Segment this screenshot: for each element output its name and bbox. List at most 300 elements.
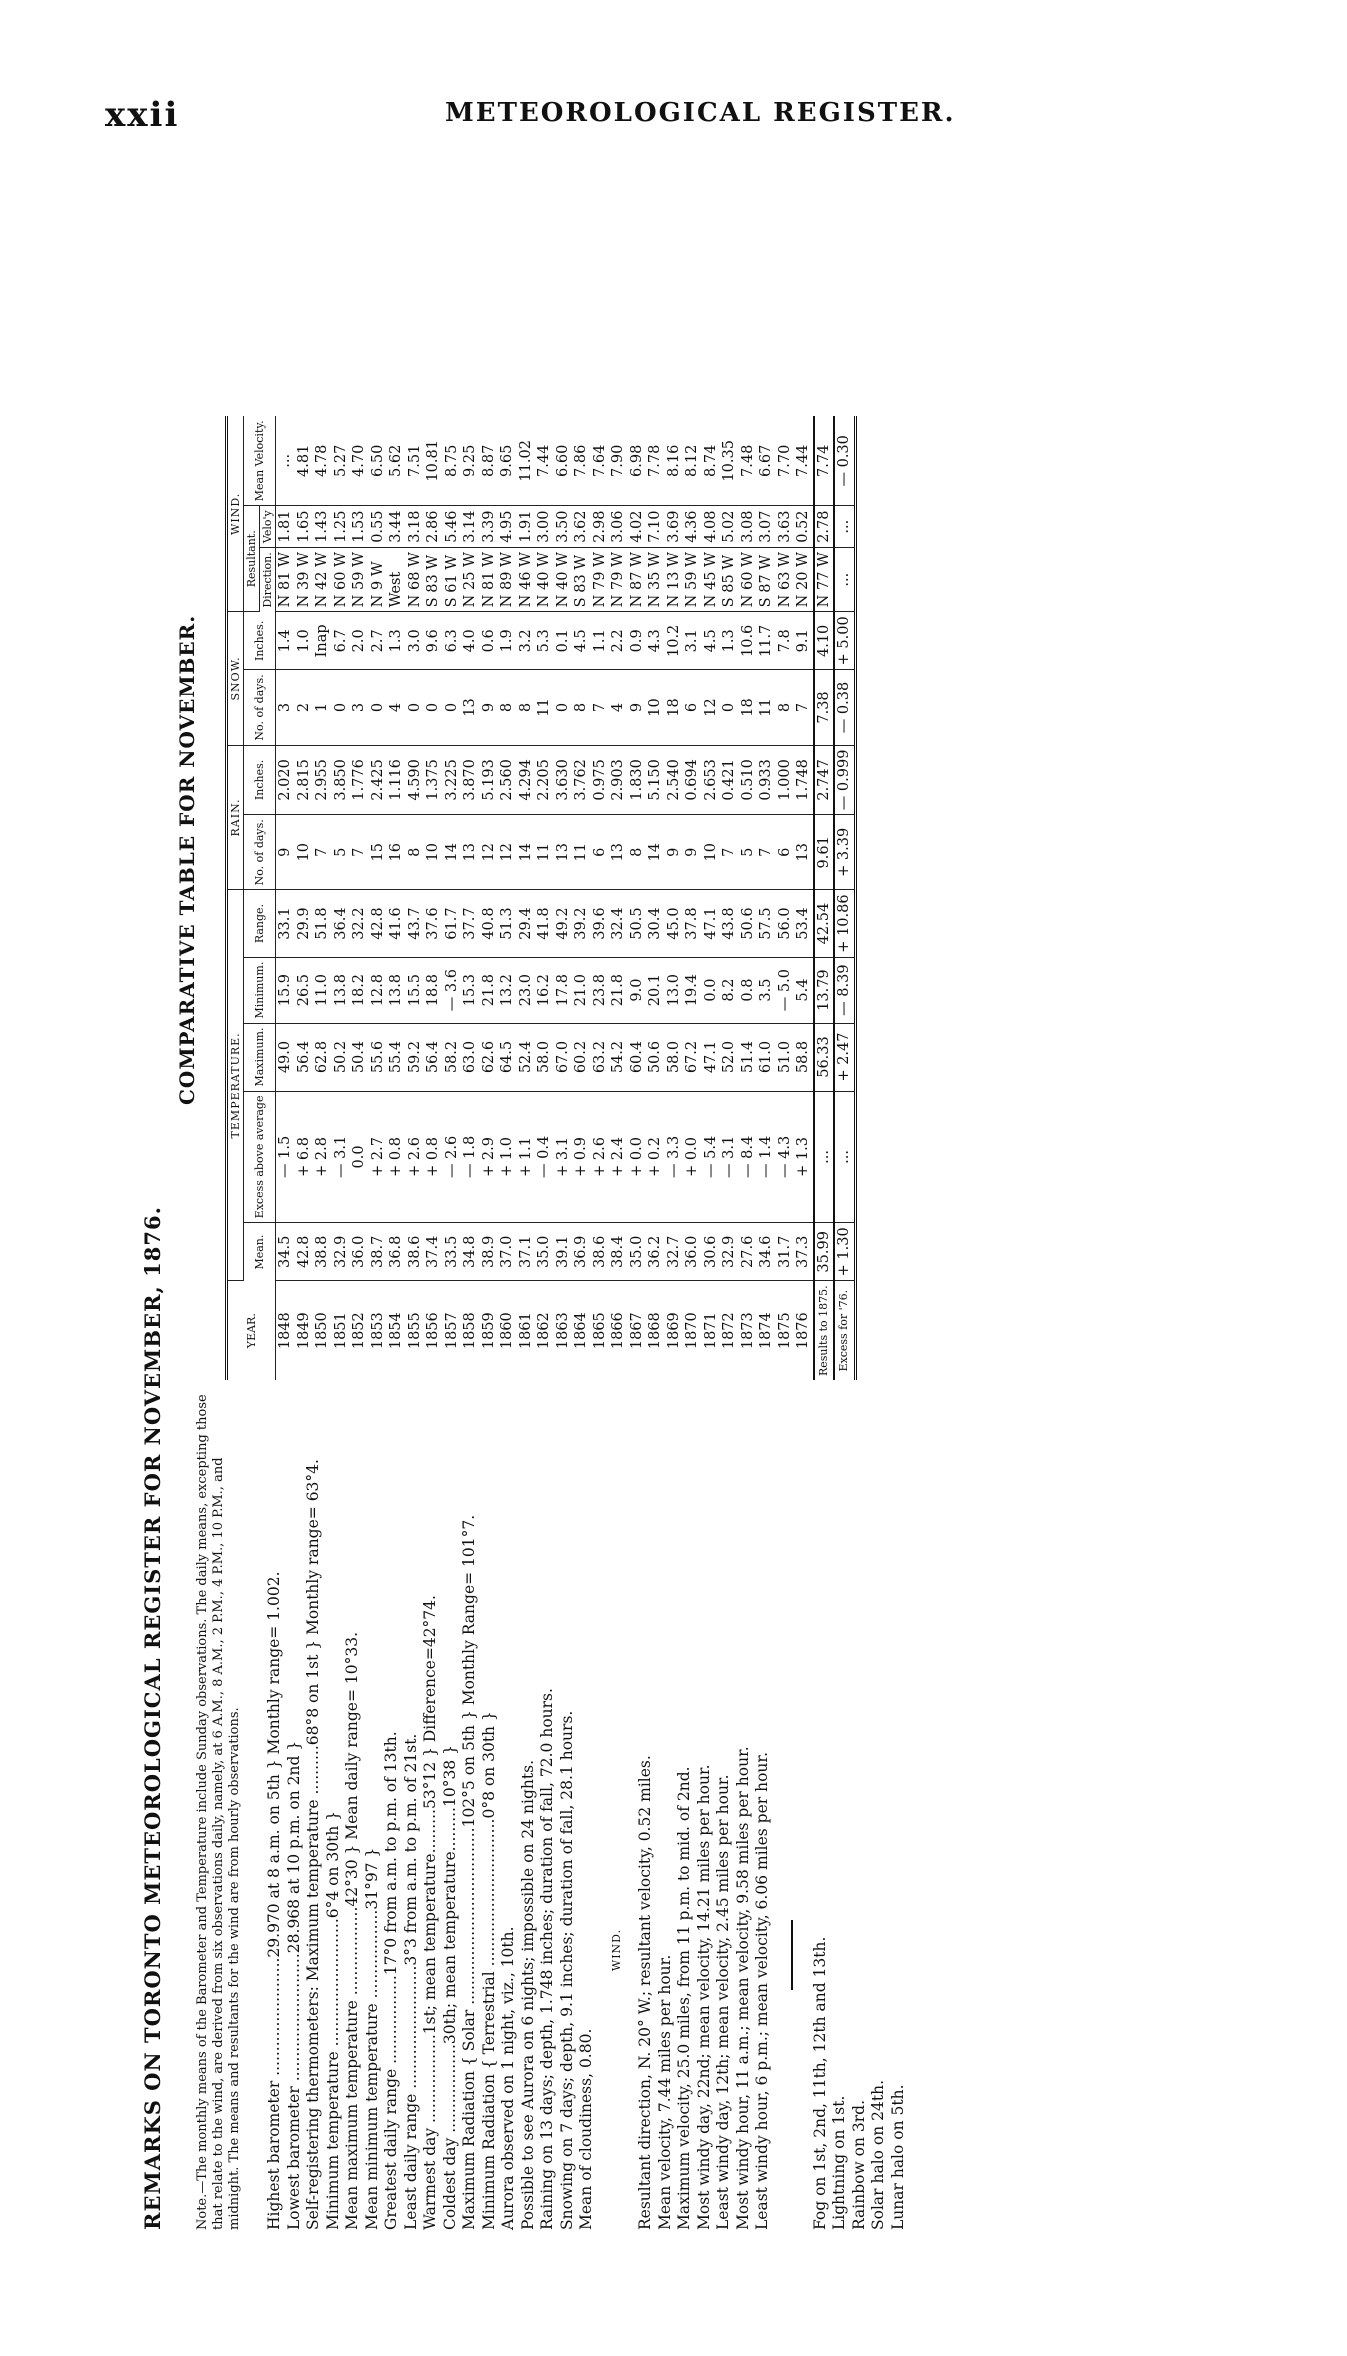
cell-range: 57.5 <box>757 890 776 957</box>
misc-line: Fog on 1st, 2nd, 11th, 12th and 13th. <box>810 1936 829 2230</box>
cell-minimum: 11.0 <box>313 957 332 1023</box>
cell-range: 33.1 <box>276 890 295 957</box>
cell-minimum: 23.0 <box>517 957 536 1023</box>
cell-range: 37.6 <box>424 890 443 957</box>
cell-mean: 42.8 <box>295 1223 314 1281</box>
cell-mean-velocity: — 0.30 <box>834 416 855 505</box>
cell-mean: 38.9 <box>480 1223 499 1281</box>
col-rain-inches: Inches. <box>244 745 276 815</box>
cell-snow-inches: 1.9 <box>498 612 517 670</box>
remark-line: Maximum Radiation { Solar ....................................102°5 on 5th } Monthly Range= 101°7. <box>460 1514 478 2230</box>
cell-snow-days: 8 <box>776 670 795 745</box>
cell-minimum: 21.0 <box>572 957 591 1023</box>
cell-rain-days: 7 <box>720 815 739 890</box>
cell-rain-inches: 3.762 <box>572 745 591 815</box>
cell-minimum: 12.8 <box>369 957 388 1023</box>
cell-wind-velocity: 7.10 <box>646 506 665 548</box>
cell-mean-velocity: 7.74 <box>814 416 835 505</box>
group-rain: RAIN. <box>227 745 244 890</box>
row-label: Excess for '76. <box>834 1281 855 1380</box>
cell-maximum: 63.2 <box>591 1023 610 1091</box>
cell-year: 1874 <box>758 1312 774 1350</box>
cell-snow-inches: 4.3 <box>646 612 665 670</box>
cell-year: 1862 <box>536 1312 552 1350</box>
cell-wind-velocity: 2.78 <box>814 506 835 548</box>
cell-year: 1852 <box>351 1312 367 1350</box>
cell-rain-inches: 2.903 <box>609 745 628 815</box>
cell-range: 40.8 <box>480 890 499 957</box>
cell-rain-days: 7 <box>350 815 369 890</box>
cell-range: 29.4 <box>517 890 536 957</box>
col-snow-days: No. of days. <box>244 670 276 745</box>
cell-snow-days: 18 <box>739 670 758 745</box>
cell-maximum: 50.2 <box>332 1023 351 1091</box>
cell-range: 32.2 <box>350 890 369 957</box>
cell-mean-velocity: 7.90 <box>609 416 628 505</box>
cell-rain-days: 10 <box>424 815 443 890</box>
cell-snow-inches: 0.6 <box>480 612 499 670</box>
cell-range: 32.4 <box>609 890 628 957</box>
cell-mean: 36.0 <box>350 1223 369 1281</box>
cell-wind-direction: N 77 W <box>814 548 835 612</box>
cell-rain-inches: 1.116 <box>387 745 406 815</box>
cell-snow-days: 13 <box>461 670 480 745</box>
running-head: METEOROLOGICAL REGISTER. <box>445 98 956 128</box>
cell-minimum: 0.8 <box>739 957 758 1023</box>
cell-minimum: 13.79 <box>814 957 835 1023</box>
cell-rain-days: 7 <box>313 815 332 890</box>
cell-minimum: 23.8 <box>591 957 610 1023</box>
cell-snow-days: 0 <box>406 670 425 745</box>
cell-snow-days: 3 <box>350 670 369 745</box>
cell-wind-velocity: 5.46 <box>443 506 462 548</box>
cell-rain-inches: 2.205 <box>535 745 554 815</box>
cell-minimum: 17.8 <box>554 957 573 1023</box>
cell-excess: — 3.1 <box>720 1091 739 1223</box>
cell-rain-days: 14 <box>517 815 536 890</box>
cell-minimum: 16.2 <box>535 957 554 1023</box>
cell-snow-inches: 5.3 <box>535 612 554 670</box>
col-rain-days: No. of days. <box>244 815 276 890</box>
col-minimum: Minimum. <box>244 957 276 1023</box>
excess-row <box>834 416 855 1380</box>
table-row <box>313 416 332 1380</box>
cell-excess: — 0.4 <box>535 1091 554 1223</box>
remark-line: Snowing on 7 days; depth, 9.1 inches; duration of fall, 28.1 hours. <box>557 1710 576 2230</box>
cell-maximum: 58.2 <box>443 1023 462 1091</box>
cell-rain-days: 16 <box>387 815 406 890</box>
cell-mean: 37.1 <box>517 1223 536 1281</box>
remark-line: Least daily range .........................3°3 from a.m. to p.m. of 21st. <box>401 1733 420 2230</box>
cell-snow-days: — 0.38 <box>834 670 855 745</box>
cell-snow-days: 9 <box>628 670 647 745</box>
cell-year: 1864 <box>573 1312 589 1350</box>
cell-range: 51.3 <box>498 890 517 957</box>
cell-maximum: 62.8 <box>313 1023 332 1091</box>
cell-maximum: 64.5 <box>498 1023 517 1091</box>
cell-excess: — 5.4 <box>702 1091 721 1223</box>
cell-wind-velocity: 1.91 <box>517 506 536 548</box>
table-row <box>757 416 776 1380</box>
cell-snow-inches: 1.0 <box>295 612 314 670</box>
cell-wind-velocity: 3.00 <box>535 506 554 548</box>
cell-wind-velocity: 3.08 <box>739 506 758 548</box>
cell-mean: 39.1 <box>554 1223 573 1281</box>
cell-wind-direction: S 61 W <box>443 548 462 612</box>
cell-maximum: 61.0 <box>757 1023 776 1091</box>
cell-minimum: 20.1 <box>646 957 665 1023</box>
cell-year: 1872 <box>721 1312 737 1350</box>
cell-wind-direction: S 83 W <box>424 548 443 612</box>
col-direction: Direction. <box>260 548 276 612</box>
cell-maximum: 55.4 <box>387 1023 406 1091</box>
rotated-page-body <box>140 170 1240 2230</box>
cell-rain-days: 6 <box>591 815 610 890</box>
cell-minimum: 5.4 <box>794 957 814 1023</box>
cell-wind-direction: N 68 W <box>406 548 425 612</box>
cell-rain-days: 9.61 <box>814 815 835 890</box>
cell-mean-velocity: 7.44 <box>535 416 554 505</box>
cell-excess: — 3.1 <box>332 1091 351 1223</box>
group-wind: WIND. <box>227 416 244 611</box>
cell-snow-inches: 9.1 <box>794 612 814 670</box>
cell-snow-days: 2 <box>295 670 314 745</box>
cell-minimum: 3.5 <box>757 957 776 1023</box>
cell-snow-days: 18 <box>665 670 684 745</box>
col-snow-inches: Inches. <box>244 612 276 670</box>
cell-range: 50.6 <box>739 890 758 957</box>
cell-snow-inches: 9.6 <box>424 612 443 670</box>
cell-snow-inches: + 5.00 <box>834 612 855 670</box>
cell-year: 1861 <box>517 1312 534 1350</box>
cell-maximum: 51.4 <box>739 1023 758 1091</box>
cell-minimum: — 3.6 <box>443 957 462 1023</box>
wind-line: Mean velocity, 7.44 miles per hour. <box>655 1954 674 2230</box>
cell-year: 1849 <box>295 1312 312 1350</box>
cell-mean: 37.0 <box>498 1223 517 1281</box>
cell-mean: 35.99 <box>814 1223 835 1281</box>
table-row <box>554 416 573 1380</box>
cell-excess: + 1.0 <box>498 1091 517 1223</box>
cell-year: 1875 <box>776 1312 793 1350</box>
row-label: Results to 1875. <box>814 1281 835 1380</box>
cell-mean-velocity: 6.67 <box>757 416 776 505</box>
remark-line: Lowest barometer ..........................28.968 at 10 p.m. on 2nd } <box>284 1740 303 2230</box>
misc-line: Rainbow on 3rd. <box>849 2099 868 2230</box>
cell-snow-days: 4 <box>387 670 406 745</box>
cell-wind-velocity: 3.62 <box>572 506 591 548</box>
cell-snow-days: 7 <box>794 670 814 745</box>
cell-snow-inches: 6.7 <box>332 612 351 670</box>
cell-minimum: 15.9 <box>276 957 295 1023</box>
cell-range: 43.8 <box>720 890 739 957</box>
cell-rain-days: 8 <box>628 815 647 890</box>
cell-year: 1859 <box>480 1312 497 1350</box>
cell-minimum: 15.3 <box>461 957 480 1023</box>
cell-rain-days: 5 <box>332 815 351 890</box>
table-row <box>535 416 554 1380</box>
table-title: COMPARATIVE TABLE FOR NOVEMBER. <box>175 614 199 1105</box>
cell-snow-days: 7.38 <box>814 670 835 745</box>
cell-maximum: 59.2 <box>406 1023 425 1091</box>
cell-year: 1850 <box>314 1312 330 1350</box>
page-number: xxii <box>105 95 180 135</box>
wind-line: Least windy day, 12th; mean velocity, 2.45 miles per hour. <box>714 1774 732 2230</box>
cell-wind-direction: N 60 W <box>739 548 758 612</box>
cell-rain-inches: 5.193 <box>480 745 499 815</box>
table-row <box>794 416 814 1380</box>
cell-wind-velocity: 3.63 <box>776 506 795 548</box>
cell-wind-velocity: 4.08 <box>702 506 721 548</box>
cell-range: 37.7 <box>461 890 480 957</box>
cell-year: 1869 <box>665 1312 682 1350</box>
cell-wind-direction: N 35 W <box>646 548 665 612</box>
cell-excess: — 2.6 <box>443 1091 462 1223</box>
cell-year: 1876 <box>795 1312 811 1350</box>
cell-mean-velocity: 7.78 <box>646 416 665 505</box>
cell-excess: — 1.4 <box>757 1091 776 1223</box>
cell-mean: 38.4 <box>609 1223 628 1281</box>
cell-mean-velocity: 6.60 <box>554 416 573 505</box>
cell-mean-velocity: 5.27 <box>332 416 351 505</box>
remark-line: Possible to see Aurora on 6 nights; impossible on 24 nights. <box>518 1760 537 2230</box>
remark-line: Greatest daily range ..................17°0 from a.m. to p.m. of 13th. <box>382 1731 400 2230</box>
cell-rain-inches: 2.560 <box>498 745 517 815</box>
cell-wind-direction: N 63 W <box>776 548 795 612</box>
cell-wind-velocity: 3.44 <box>387 506 406 548</box>
cell-rain-inches: 3.630 <box>554 745 573 815</box>
cell-rain-inches: 2.653 <box>702 745 721 815</box>
cell-wind-direction: N 25 W <box>461 548 480 612</box>
cell-mean-velocity: 7.44 <box>794 416 814 505</box>
cell-wind-direction: N 20 W <box>794 548 814 612</box>
cell-rain-days: 10 <box>702 815 721 890</box>
cell-excess: + 0.0 <box>628 1091 647 1223</box>
cell-excess: ... <box>814 1091 835 1223</box>
remark-line: Warmest day ..................1st; mean temperature.........53°12 } Difference=42°74. <box>421 1595 439 2230</box>
cell-rain-inches: 2.540 <box>665 745 684 815</box>
cell-wind-direction: S 85 W <box>720 548 739 612</box>
table-row <box>591 416 610 1380</box>
cell-snow-inches: 1.3 <box>387 612 406 670</box>
cell-snow-days: 8 <box>498 670 517 745</box>
table-row <box>683 416 702 1380</box>
cell-excess: + 2.4 <box>609 1091 628 1223</box>
cell-maximum: + 2.47 <box>834 1023 855 1091</box>
cell-minimum: 8.2 <box>720 957 739 1023</box>
table-row <box>424 416 443 1380</box>
cell-year: 1870 <box>684 1312 700 1350</box>
cell-rain-days: 9 <box>276 815 295 890</box>
cell-wind-velocity: 1.65 <box>295 506 314 548</box>
remark-line: Aurora observed on 1 night, viz., 10th. <box>499 1926 517 2230</box>
cell-wind-direction: N 60 W <box>332 548 351 612</box>
cell-excess: + 0.0 <box>683 1091 702 1223</box>
table-row <box>461 416 480 1380</box>
cell-snow-days: 8 <box>517 670 536 745</box>
wind-line: Most windy hour, 11 a.m.; mean velocity, 9.58 miles per hour. <box>733 1746 752 2230</box>
cell-snow-days: 6 <box>683 670 702 745</box>
cell-maximum: 47.1 <box>702 1023 721 1091</box>
cell-snow-inches: 4.10 <box>814 612 835 670</box>
cell-rain-inches: 0.510 <box>739 745 758 815</box>
cell-wind-velocity: 3.18 <box>406 506 425 548</box>
cell-wind-velocity: 1.81 <box>276 506 295 548</box>
cell-mean-velocity: 7.86 <box>572 416 591 505</box>
cell-year: 1866 <box>610 1312 626 1350</box>
cell-mean: 34.8 <box>461 1223 480 1281</box>
cell-mean: 37.3 <box>794 1223 814 1281</box>
cell-mean-velocity: 6.50 <box>369 416 388 505</box>
group-snow: SNOW. <box>227 612 244 745</box>
cell-minimum: 15.5 <box>406 957 425 1023</box>
col-range: Range. <box>244 890 276 957</box>
cell-wind-velocity: 2.98 <box>591 506 610 548</box>
cell-wind-direction: West <box>387 548 406 612</box>
wind-line: Resultant direction, N. 20° W.; resultant velocity, 0.52 miles. <box>636 1755 654 2230</box>
table-row <box>665 416 684 1380</box>
cell-year: 1854 <box>388 1312 404 1350</box>
cell-mean-velocity: 10.35 <box>720 416 739 505</box>
cell-year: 1853 <box>369 1312 386 1350</box>
cell-snow-days: 0 <box>443 670 462 745</box>
cell-snow-inches: 1.1 <box>591 612 610 670</box>
cell-mean: 38.6 <box>591 1223 610 1281</box>
cell-mean: 35.0 <box>628 1223 647 1281</box>
cell-snow-days: 0 <box>554 670 573 745</box>
cell-wind-velocity: 5.02 <box>720 506 739 548</box>
cell-range: 61.7 <box>443 890 462 957</box>
table-row <box>276 416 295 1380</box>
wind-heading: WIND. <box>609 1928 623 1972</box>
cell-mean: 36.0 <box>683 1223 702 1281</box>
col-mean: Mean. <box>244 1223 276 1281</box>
cell-maximum: 56.4 <box>295 1023 314 1091</box>
cell-rain-days: 12 <box>498 815 517 890</box>
cell-snow-inches: 10.2 <box>665 612 684 670</box>
cell-minimum: 13.8 <box>332 957 351 1023</box>
cell-excess: — 1.8 <box>461 1091 480 1223</box>
cell-year: 1858 <box>462 1312 478 1350</box>
cell-excess: + 2.7 <box>369 1091 388 1223</box>
cell-excess: 0.0 <box>350 1091 369 1223</box>
cell-rain-days: 11 <box>535 815 554 890</box>
cell-mean: 38.7 <box>369 1223 388 1281</box>
cell-wind-velocity: 1.25 <box>332 506 351 548</box>
cell-mean-velocity: 9.65 <box>498 416 517 505</box>
cell-rain-inches: 2.020 <box>276 745 295 815</box>
cell-excess: — 1.5 <box>276 1091 295 1223</box>
cell-range: 49.2 <box>554 890 573 957</box>
cell-maximum: 50.6 <box>646 1023 665 1091</box>
cell-mean: 32.9 <box>332 1223 351 1281</box>
cell-snow-inches: 2.2 <box>609 612 628 670</box>
cell-range: 53.4 <box>794 890 814 957</box>
cell-range: 42.8 <box>369 890 388 957</box>
misc-line: Solar halo on 24th. <box>869 2079 887 2230</box>
cell-rain-inches: 5.150 <box>646 745 665 815</box>
table-row <box>406 416 425 1380</box>
cell-rain-inches: 0.975 <box>591 745 610 815</box>
remark-line: Coldest day ..................30th; mean temperature.........10°38 } <box>440 1745 459 2230</box>
cell-mean-velocity: 8.87 <box>480 416 499 505</box>
cell-snow-inches: 1.4 <box>276 612 295 670</box>
remark-line: Mean maximum temperature ..................42°30 } Mean daily range= 10°33. <box>343 1631 361 2230</box>
cell-rain-inches: 3.225 <box>443 745 462 815</box>
col-velocity: Velo'y <box>260 506 276 548</box>
cell-mean-velocity: 8.74 <box>702 416 721 505</box>
cell-rain-days: 13 <box>609 815 628 890</box>
cell-mean: 34.6 <box>757 1223 776 1281</box>
cell-snow-inches: 11.7 <box>757 612 776 670</box>
cell-mean-velocity: 4.70 <box>350 416 369 505</box>
cell-snow-inches: 6.3 <box>443 612 462 670</box>
remark-line: Highest barometer ........................29.970 at 8 a.m. on 5th } Monthly range= 1.002. <box>265 1571 283 2230</box>
cell-range: 29.9 <box>295 890 314 957</box>
cell-wind-direction: N 87 W <box>628 548 647 612</box>
cell-snow-days: 0 <box>369 670 388 745</box>
cell-snow-days: 3 <box>276 670 295 745</box>
cell-wind-direction: N 39 W <box>295 548 314 612</box>
cell-wind-velocity: 3.39 <box>480 506 499 548</box>
cell-wind-direction: S 83 W <box>572 548 591 612</box>
cell-wind-direction: N 42 W <box>313 548 332 612</box>
cell-rain-inches: 0.421 <box>720 745 739 815</box>
cell-snow-inches: 4.5 <box>702 612 721 670</box>
cell-maximum: 60.2 <box>572 1023 591 1091</box>
cell-minimum: 19.4 <box>683 957 702 1023</box>
cell-mean: 27.6 <box>739 1223 758 1281</box>
cell-excess: + 0.8 <box>387 1091 406 1223</box>
cell-range: 30.4 <box>646 890 665 957</box>
cell-rain-days: 10 <box>295 815 314 890</box>
cell-rain-inches: 2.955 <box>313 745 332 815</box>
cell-wind-direction: N 59 W <box>683 548 702 612</box>
cell-snow-days: 11 <box>757 670 776 745</box>
cell-rain-inches: 3.870 <box>461 745 480 815</box>
cell-excess: + 2.6 <box>591 1091 610 1223</box>
cell-rain-days: 8 <box>406 815 425 890</box>
cell-mean-velocity: 7.51 <box>406 416 425 505</box>
cell-snow-inches: 7.8 <box>776 612 795 670</box>
group-temperature: TEMPERATURE. <box>227 890 244 1281</box>
cell-year: 1867 <box>628 1312 645 1350</box>
cell-rain-days: 13 <box>554 815 573 890</box>
table-row <box>517 416 536 1380</box>
cell-rain-days: 9 <box>665 815 684 890</box>
remark-line: Raining on 13 days; depth, 1.748 inches; duration of fall, 72.0 hours. <box>538 1688 556 2230</box>
cell-mean: 32.7 <box>665 1223 684 1281</box>
cell-minimum: 21.8 <box>609 957 628 1023</box>
cell-year: 1855 <box>406 1312 423 1350</box>
cell-year: 1860 <box>499 1312 515 1350</box>
cell-snow-days: 8 <box>572 670 591 745</box>
remark-line: Minimum Radiation { Terrestrial ..............................0°8 on 30th } <box>479 1711 498 2230</box>
cell-excess: — 3.3 <box>665 1091 684 1223</box>
cell-year: 1848 <box>277 1312 293 1350</box>
remark-line: Mean of cloudiness, 0.80. <box>577 2028 595 2230</box>
cell-snow-days: 1 <box>313 670 332 745</box>
table-row <box>776 416 795 1380</box>
table-row <box>295 416 314 1380</box>
cell-mean: 35.0 <box>535 1223 554 1281</box>
cell-mean: 34.5 <box>276 1223 295 1281</box>
cell-rain-inches: 0.933 <box>757 745 776 815</box>
cell-mean: 32.9 <box>720 1223 739 1281</box>
cell-rain-days: 7 <box>757 815 776 890</box>
cell-mean: 30.6 <box>702 1223 721 1281</box>
cell-mean-velocity: 4.81 <box>295 416 314 505</box>
